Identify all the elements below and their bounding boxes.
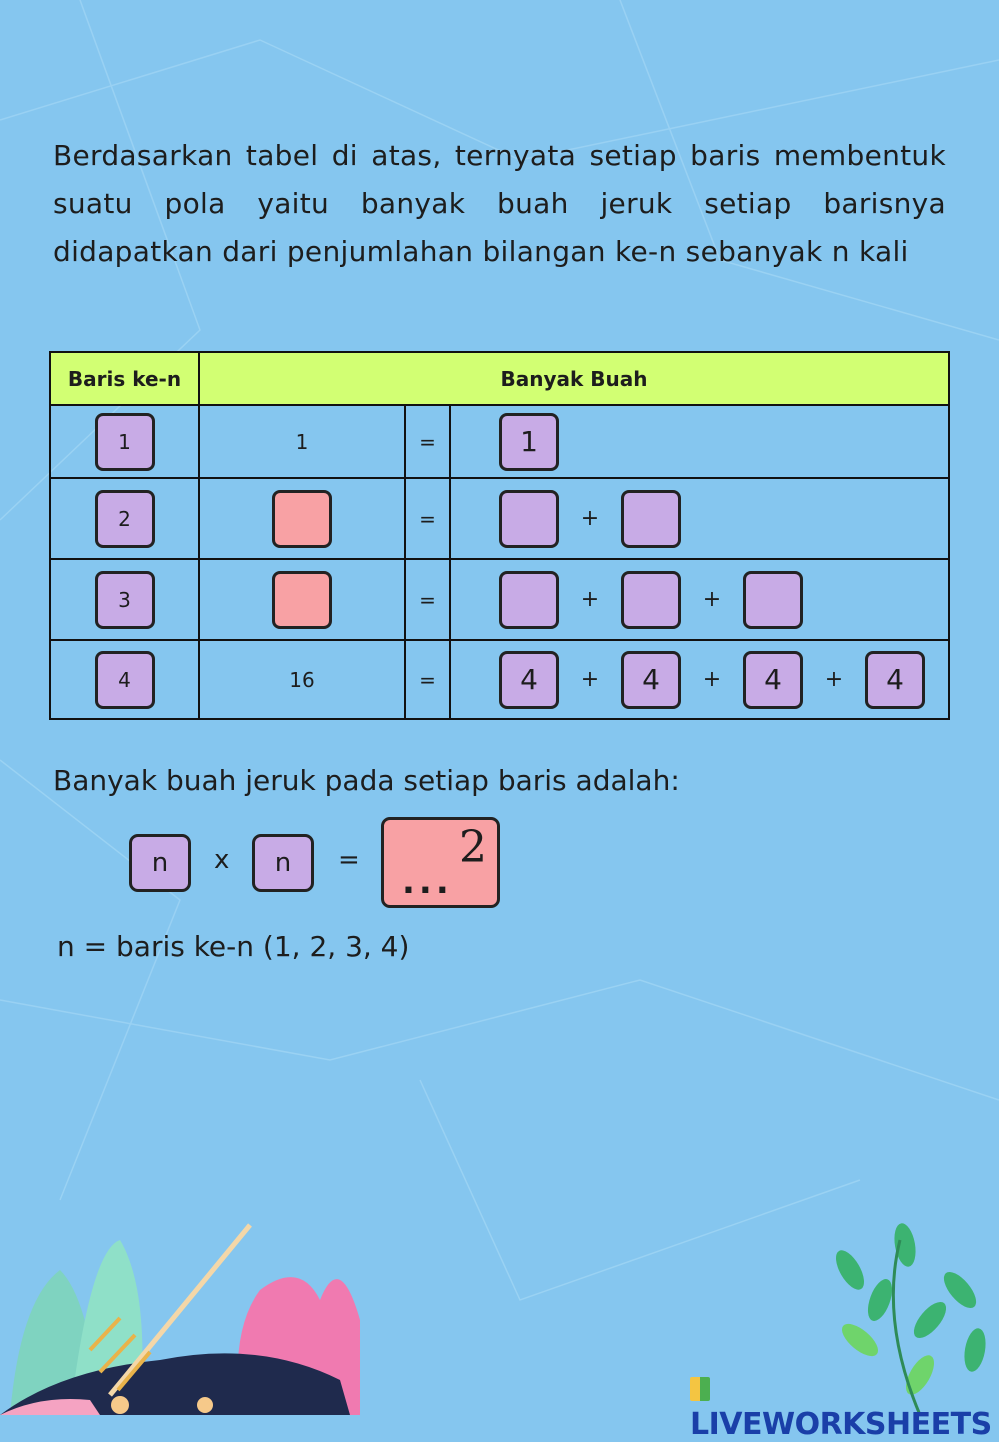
term-box: 1	[499, 413, 559, 471]
term-box: 4	[865, 651, 925, 709]
row-total: 16	[199, 640, 405, 719]
equals-sign: =	[405, 478, 450, 559]
header-row-number: Baris ke-n	[50, 352, 199, 405]
variable-note: n = baris ke-n (1, 2, 3, 4)	[57, 930, 410, 963]
logo-icon	[690, 1377, 710, 1401]
term-answer-box[interactable]	[499, 490, 559, 548]
term-answer-box[interactable]	[621, 571, 681, 629]
row-number-box: 4	[95, 651, 155, 709]
plus-sign: +	[824, 667, 844, 692]
row-total: 1	[199, 405, 405, 478]
row-number-box: 3	[95, 571, 155, 629]
plus-sign: +	[702, 587, 722, 612]
plus-sign: +	[580, 506, 600, 531]
total-answer-box[interactable]	[272, 490, 332, 548]
equals-sign: =	[405, 405, 450, 478]
coral-decoration	[0, 1225, 360, 1415]
plus-sign: +	[580, 587, 600, 612]
formula-title: Banyak buah jeruk pada setiap baris adalah:	[53, 764, 680, 797]
term-box: 4	[499, 651, 559, 709]
intro-paragraph: Berdasarkan tabel di atas, ternyata setiap baris membentuk suatu pola yaitu banyak buah jeruk setiap barisnya didapatkan dari penjumlahan bilangan ke-n sebanyak n kali	[53, 139, 946, 268]
table-row	[50, 640, 949, 719]
times-sign: x	[214, 845, 230, 875]
term-box: 4	[621, 651, 681, 709]
answer-dots: ...	[402, 862, 453, 902]
term-answer-box[interactable]	[499, 571, 559, 629]
table-row	[50, 478, 949, 559]
row-number-box: 1	[95, 413, 155, 471]
term-answer-box[interactable]	[621, 490, 681, 548]
term-answer-box[interactable]	[743, 571, 803, 629]
pattern-table	[49, 351, 950, 720]
formula-answer-box[interactable]	[381, 817, 500, 908]
header-fruit-count: Banyak Buah	[199, 352, 949, 405]
formula-equals-sign: =	[338, 845, 360, 875]
liveworksheets-logo	[690, 1372, 999, 1442]
equals-sign: =	[405, 559, 450, 640]
formula-left-box: n	[129, 834, 191, 892]
table-row	[50, 559, 949, 640]
answer-exponent: 2	[459, 822, 487, 873]
plus-sign: +	[580, 667, 600, 692]
total-answer-box[interactable]	[272, 571, 332, 629]
table-row	[50, 405, 949, 478]
row-number-box: 2	[95, 490, 155, 548]
plus-sign: +	[702, 667, 722, 692]
logo-text: LIVEWORKSHEETS	[690, 1407, 992, 1442]
term-box: 4	[743, 651, 803, 709]
equals-sign: =	[405, 640, 450, 719]
formula-right-box: n	[252, 834, 314, 892]
